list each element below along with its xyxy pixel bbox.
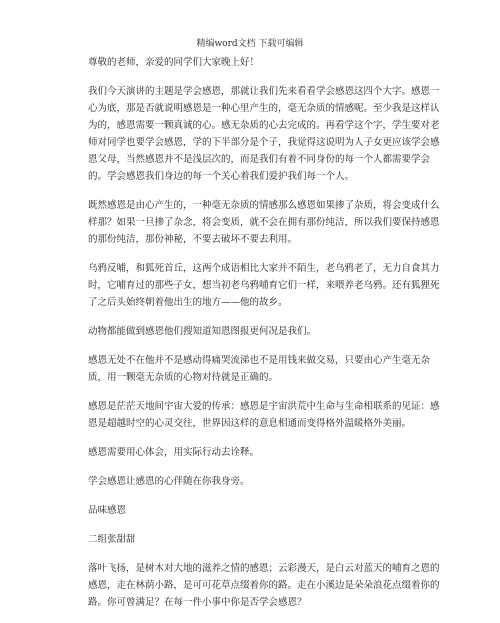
paragraph-1: 我们今天演讲的主题是学会感恩，那就让我们先来看看学会感恩这四个大字。感恩一心为底，那是否就说明感恩是一种心里产生的，毫无杂质的情感呢。至少我是这样认为的，感恩需要一颗真诚的心。感无杂质的心去完成的。再看学这个字，学生要对老师对同学也要学会感恩，学的下半部分是个子，我觉得这说明为人子女更应该学会感恩父母，当然感恩并不是浅层次的，而是我们有着不同身份的每一个人都需要学会的。学会感恩我们身边的每一个关心着我们爱护我们每一个人。 bbox=[88, 86, 440, 182]
author-line: 二组张甜甜 bbox=[88, 534, 136, 545]
paragraph-5: 感恩无处不在他并不是感动得痛哭流涕也不是用钱来做交易，只要由心产生毫无杂质，用一颗毫无杂质的心物对待就是正确的。 bbox=[88, 355, 431, 383]
paragraph-3: 乌鸦反哺，和狐死首丘，这两个成语相比大家并不陌生，老乌鸦老了，无力自食其力时，它哺育过的那些子女，想当初老乌鸦哺育它们一样，来喂养老乌鸦。还有狐狸死了之后头始终朝着他出生的地方——他的故乡。 bbox=[88, 263, 440, 308]
page-header: 精编word文档 下载可编辑 bbox=[196, 39, 304, 49]
paragraph-2: 既然感恩是由心产生的，一种毫无杂质的情感那么感恩如果掺了杂质，将会变成什么样那？如果一旦掺了杂念，将会变质，就不会在拥有那份纯洁，所以我们要保持感恩的那份纯洁，那份神秘，不要去破坏不要去利用。 bbox=[88, 200, 440, 245]
paragraph-8: 学会感恩让感恩的心伴随在你我身旁。 bbox=[88, 476, 250, 487]
greeting: 尊敬的老师，亲爱的同学们大家晚上好！ bbox=[88, 57, 260, 68]
paragraph-6: 感恩是茫茫天地间宇宙大爱的传承：感恩是宇宙洪荒中生命与生命相联系的见证：感恩是超越时空的心灵交往，世界因这样的意息相通而变得格外温暖格外美丽。 bbox=[88, 401, 440, 429]
paragraph-4: 动物都能做到感恩他们搜知道知恩图报更何况是我们。 bbox=[88, 326, 317, 337]
paragraph-9: 落叶飞扬，是树木对大地的滋养之情的感恩；云彩漫天，是白云对蓝天的哺育之恩的感恩，走在林荫小路，是可可花草点缀着你的路。走在小溪边是朵朵浪花点缀着你的路。你可曾满足？在每一件小事中你是否学会感恩？ bbox=[88, 563, 440, 608]
document-body bbox=[88, 54, 440, 623]
paragraph-7: 感恩需要用心体会，用实际行动去诠释。 bbox=[88, 447, 260, 458]
section-title: 品味感恩 bbox=[88, 505, 127, 516]
